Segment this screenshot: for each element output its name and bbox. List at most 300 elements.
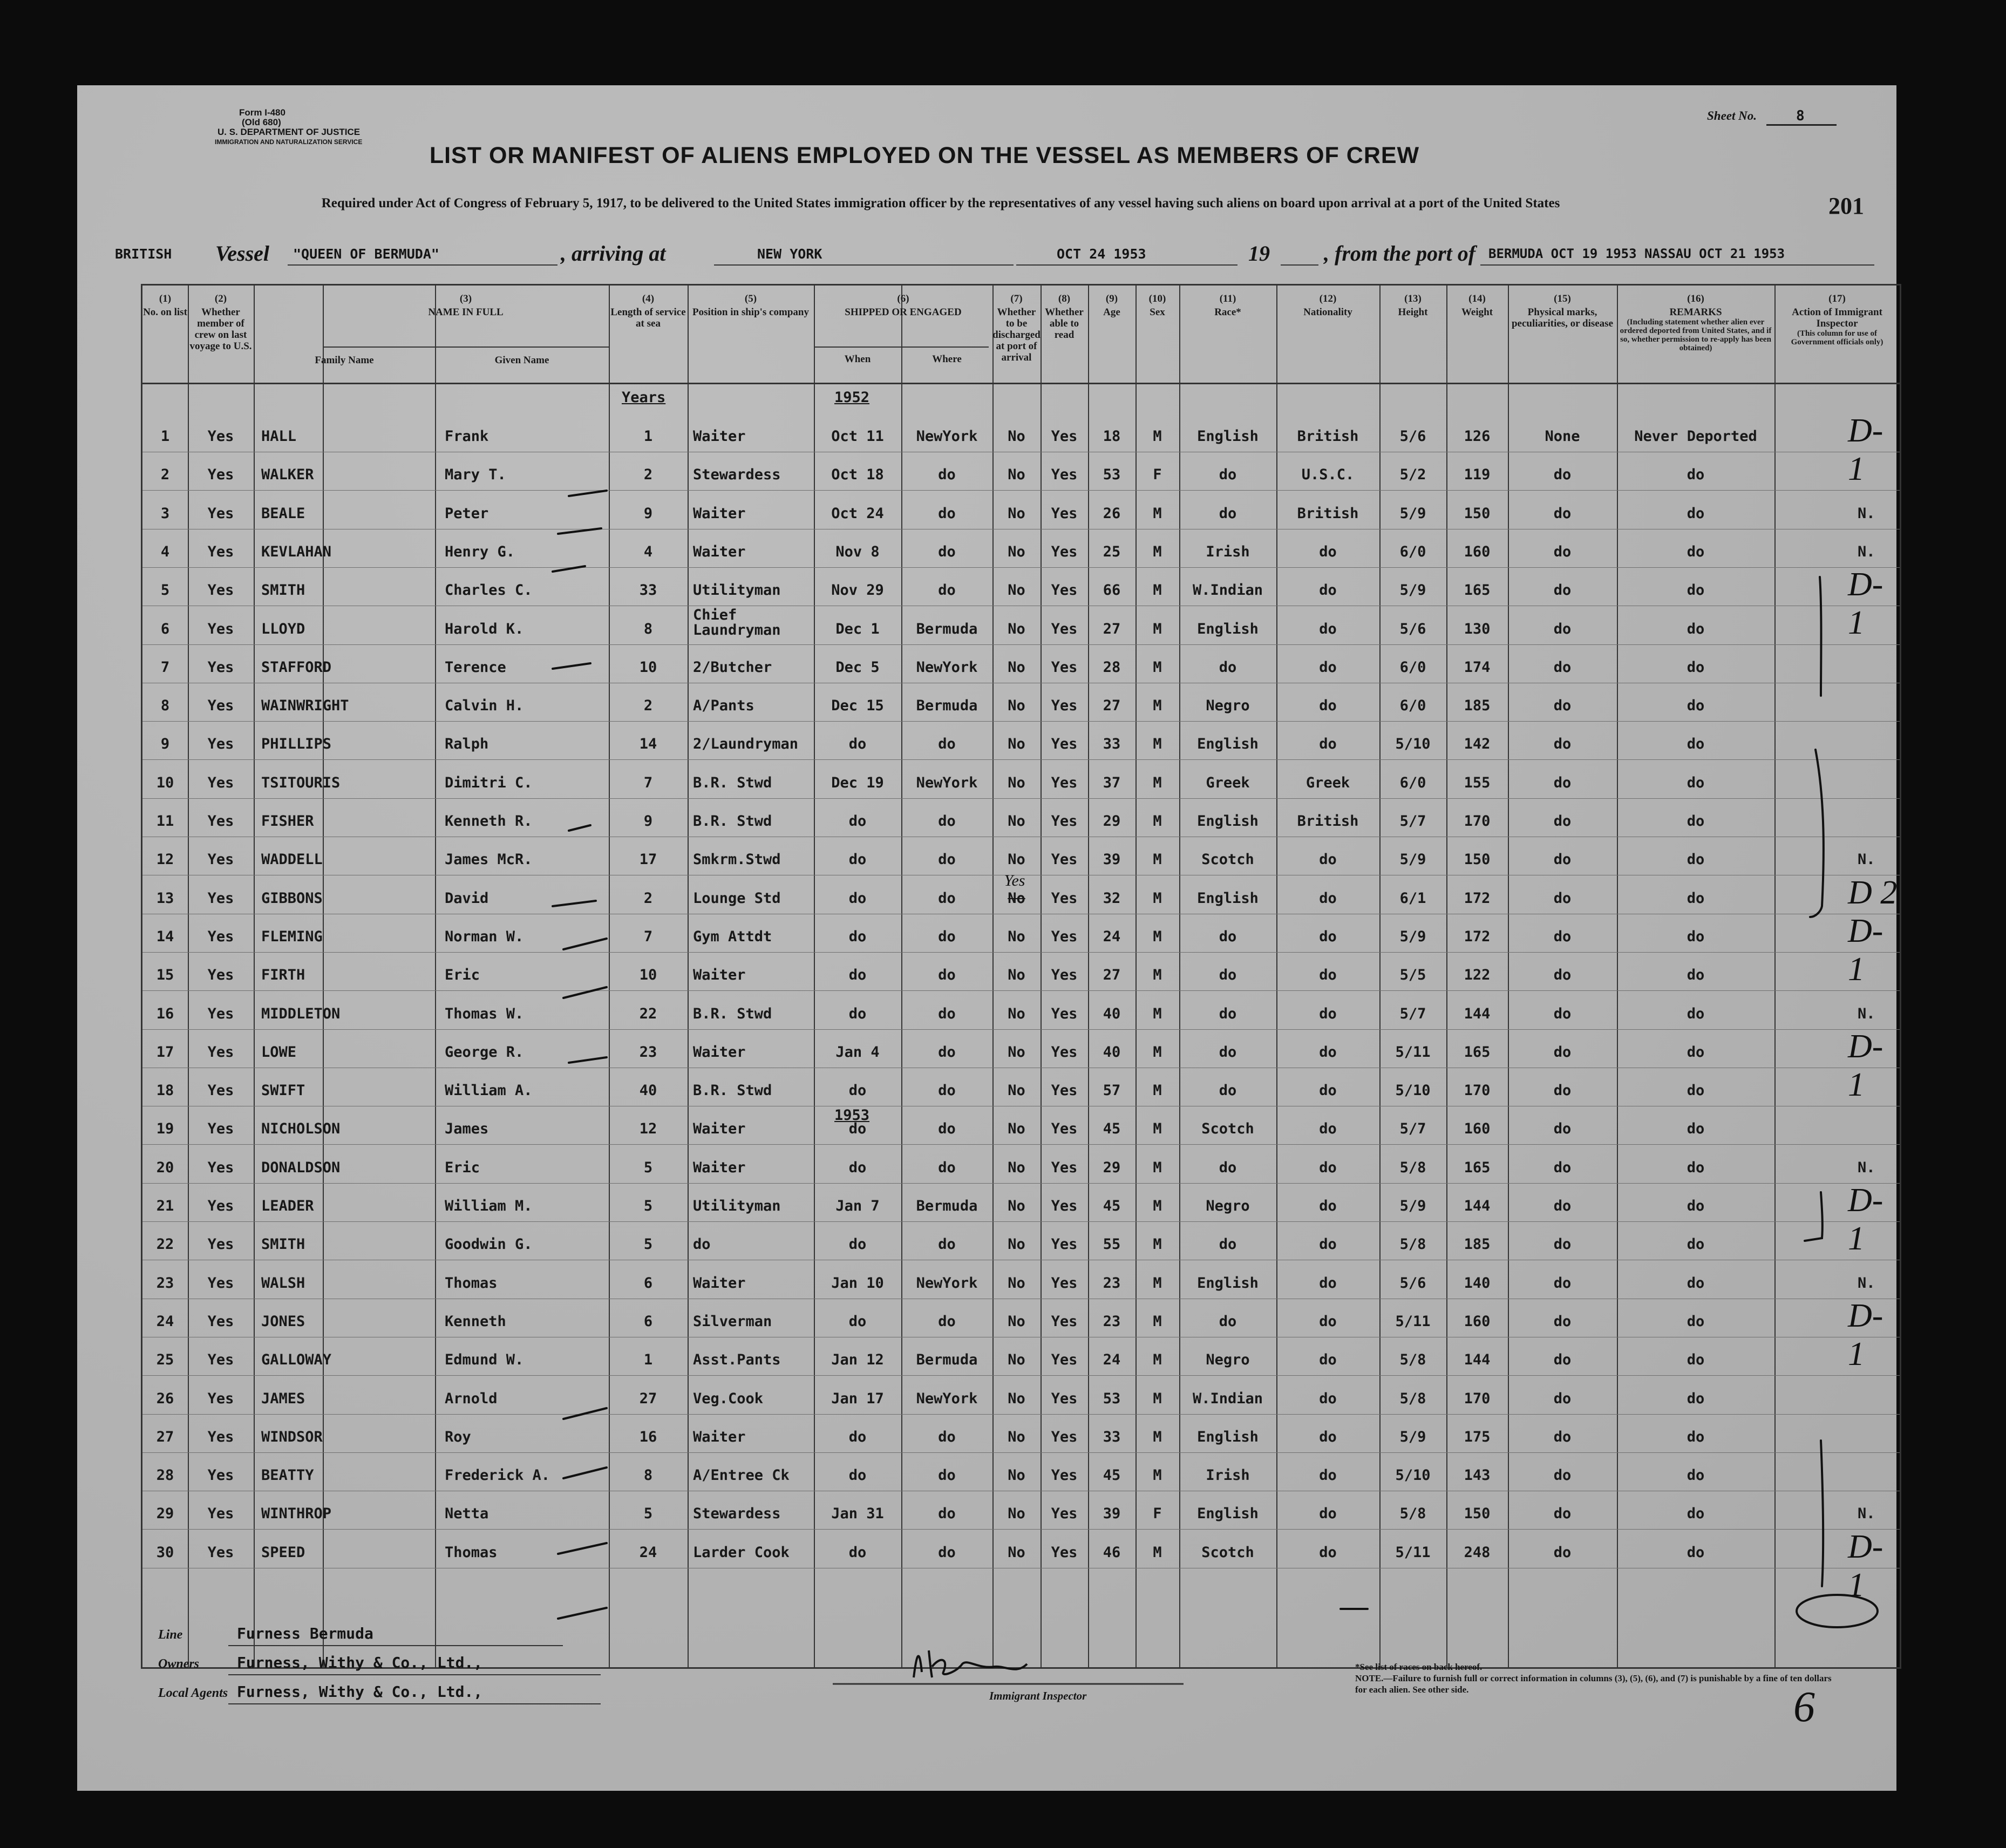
cell-where: NewYork [916, 774, 978, 791]
cell-disch: No [1008, 1544, 1025, 1561]
sheet-number: 8 [1796, 108, 1805, 124]
cell-read: Yes [1051, 851, 1078, 868]
cell-where: do [938, 1159, 956, 1176]
cell-read: Yes [1051, 428, 1078, 445]
cell-nat: do [1319, 736, 1337, 753]
cell-marks: do [1553, 813, 1572, 830]
cell-disch: No [1008, 1467, 1025, 1484]
cell-height: 5/8 [1399, 1390, 1426, 1407]
cell-family: WALSH [261, 1274, 305, 1292]
cell-remarks: do [1687, 697, 1705, 715]
cell-disch: No [1008, 1274, 1025, 1292]
cell-last: Yes [207, 543, 234, 560]
cell-no: 3 [160, 505, 170, 522]
cell-sex: M [1153, 582, 1162, 599]
cell-marks: do [1553, 1467, 1572, 1484]
cell-race: Scotch [1201, 851, 1254, 868]
cell-height: 5/8 [1399, 1351, 1426, 1369]
department-name: U. S. DEPARTMENT OF JUSTICE [217, 127, 361, 137]
cell-sex: M [1153, 1351, 1162, 1369]
cell-age: 29 [1103, 813, 1121, 830]
cell-given: Henry G. [445, 543, 515, 560]
cell-remarks: do [1687, 1428, 1705, 1445]
cell-sex: F [1153, 466, 1162, 484]
cell-age: 27 [1103, 620, 1121, 637]
cell-position: A/Entree Ck [693, 1467, 790, 1484]
cell-disch: No [1008, 774, 1025, 791]
cell-nat: do [1319, 1274, 1337, 1292]
cell-read: Yes [1051, 543, 1078, 560]
cell-position: Veg.Cook [693, 1390, 764, 1407]
cell-position: Waiter [693, 1428, 746, 1445]
cell-sex: M [1153, 851, 1162, 868]
cell-height: 5/8 [1399, 1236, 1426, 1253]
inspector-action: N. [1858, 1159, 1875, 1176]
cell-remarks: do [1687, 1544, 1705, 1561]
cell-last: Yes [207, 1159, 234, 1176]
year-1953: 1953 [834, 1107, 870, 1124]
cell-position: do [693, 1236, 711, 1253]
form-number: Form I-480 [239, 107, 285, 118]
cell-no: 28 [156, 1467, 174, 1484]
cell-last: Yes [207, 428, 234, 445]
cell-disch: No [1008, 1390, 1025, 1407]
cell-weight: 140 [1464, 1274, 1491, 1292]
cell-nat: U.S.C. [1301, 466, 1355, 484]
cell-no: 14 [156, 928, 174, 945]
cell-age: 27 [1103, 967, 1121, 984]
cell-weight: 150 [1464, 505, 1491, 522]
cell-read: Yes [1051, 1236, 1078, 1253]
line-label: Line [158, 1628, 183, 1642]
cell-age: 46 [1103, 1544, 1121, 1561]
cell-remarks: do [1687, 813, 1705, 830]
cell-read: Yes [1051, 1313, 1078, 1330]
cell-family: WALKER [261, 466, 314, 484]
cell-service: 5 [643, 1236, 653, 1253]
cell-marks: do [1553, 582, 1572, 599]
cell-family: SWIFT [261, 1082, 305, 1099]
cell-service: 10 [639, 658, 657, 676]
col-header-age: (9) Age [1103, 293, 1120, 318]
inspector-action: D-1 [1848, 412, 1883, 487]
cell-position: B.R. Stwd [693, 813, 772, 830]
cell-when: Jan 7 [835, 1198, 880, 1214]
cell-age: 40 [1103, 1005, 1121, 1022]
cell-family: WAINWRIGHT [261, 697, 349, 715]
cell-weight: 175 [1464, 1428, 1491, 1445]
cell-no: 27 [156, 1428, 174, 1445]
cell-position: Chief Laundryman [693, 606, 781, 638]
cell-disch: No [1008, 736, 1025, 753]
cell-no: 25 [156, 1351, 174, 1369]
col-header-sex: (10) Sex [1148, 293, 1166, 318]
cell-last: Yes [207, 1198, 234, 1214]
cell-weight: 122 [1464, 967, 1491, 984]
cell-age: 28 [1103, 658, 1121, 676]
cell-position: B.R. Stwd [693, 1082, 772, 1099]
cell-sex: M [1153, 928, 1162, 945]
cell-sex: M [1153, 1005, 1162, 1022]
cell-sex: M [1153, 889, 1162, 907]
cell-service: 9 [643, 505, 653, 522]
cell-sex: M [1153, 620, 1162, 637]
cell-marks: do [1553, 1159, 1572, 1176]
cell-no: 20 [156, 1159, 174, 1176]
col-header-action: (17) Action of Immigrant Inspector (This column for use of Government officials only) [1791, 293, 1883, 346]
line-value: Furness Bermuda [237, 1625, 373, 1642]
cell-disch: No [1008, 1236, 1025, 1253]
cell-last: Yes [207, 1505, 234, 1523]
sheet-underline [1766, 124, 1837, 126]
cell-read: Yes [1051, 505, 1078, 522]
cell-weight: 126 [1464, 428, 1491, 445]
cell-where: do [938, 1005, 956, 1022]
cell-given: Mary T. [445, 466, 506, 484]
cell-race: do [1219, 658, 1237, 676]
cell-family: SPEED [261, 1544, 305, 1561]
cell-no: 9 [160, 736, 170, 753]
inspector-action: D-1 [1848, 1528, 1883, 1604]
cell-height: 5/10 [1395, 1082, 1431, 1099]
cell-given: Norman W. [445, 928, 524, 945]
cell-family: FISHER [261, 813, 314, 830]
cell-family: SMITH [261, 1236, 305, 1253]
cell-when: Nov 8 [835, 543, 880, 560]
cell-height: 5/11 [1395, 1043, 1431, 1061]
cell-sex: M [1153, 736, 1162, 753]
cell-race: Greek [1206, 774, 1250, 791]
cell-position: Asst.Pants [693, 1351, 781, 1369]
cell-service: 23 [639, 1043, 657, 1061]
cell-marks: do [1553, 1505, 1572, 1523]
cell-height: 5/8 [1399, 1505, 1426, 1523]
corner-mark: 6 [1793, 1683, 1815, 1731]
cell-where: do [938, 967, 956, 984]
cell-disch: No [1008, 928, 1025, 945]
cell-when: Jan 12 [831, 1351, 884, 1369]
cell-last: Yes [207, 1236, 234, 1253]
cell-disch: No [1008, 543, 1025, 560]
cell-sex: M [1153, 658, 1162, 676]
cell-remarks: do [1687, 658, 1705, 676]
cell-height: 6/0 [1399, 697, 1426, 715]
cell-race: W.Indian [1192, 582, 1263, 599]
cell-race: do [1219, 466, 1237, 484]
years-label: Years [622, 389, 666, 406]
cell-family: JONES [261, 1313, 305, 1330]
cell-last: Yes [207, 1120, 234, 1138]
cell-remarks: do [1687, 1043, 1705, 1061]
cell-when: Oct 24 [831, 505, 884, 522]
cell-no: 19 [156, 1120, 174, 1138]
cell-family: TSITOURIS [261, 774, 341, 791]
cell-weight: 130 [1464, 620, 1491, 637]
cell-given: Thomas [445, 1274, 498, 1292]
cell-nat: do [1319, 1505, 1337, 1523]
cell-service: 5 [643, 1505, 653, 1523]
form-identifier [142, 108, 423, 147]
cell-read: Yes [1051, 1120, 1078, 1138]
col-header-nationality: (12) Nationality [1303, 293, 1352, 318]
cell-no: 30 [156, 1544, 174, 1561]
cell-weight: 165 [1464, 582, 1491, 599]
cell-marks: do [1553, 620, 1572, 637]
col-header-no: (1) No. on list [143, 293, 187, 318]
cell-service: 40 [639, 1082, 657, 1099]
cell-where: do [938, 1120, 956, 1138]
cell-marks: do [1553, 774, 1572, 791]
cell-family: MIDDLETON [261, 1005, 341, 1022]
cell-age: 57 [1103, 1082, 1121, 1099]
cell-service: 7 [643, 928, 653, 945]
cell-disch: No [1008, 1159, 1025, 1176]
cell-position: 2/Butcher [693, 658, 772, 676]
cell-read: Yes [1051, 1467, 1078, 1484]
cell-no: 6 [160, 620, 170, 637]
cell-given: Frederick A. [445, 1467, 550, 1484]
cell-no: 12 [156, 851, 174, 868]
cell-nat: do [1319, 1159, 1337, 1176]
inspector-action: D-1 [1848, 1297, 1883, 1373]
cell-no: 1 [160, 428, 170, 445]
cell-service: 14 [639, 736, 657, 753]
cell-where: do [938, 1313, 956, 1330]
cell-sex: M [1153, 967, 1162, 984]
cell-read: Yes [1051, 967, 1078, 984]
cell-read: Yes [1051, 736, 1078, 753]
cell-height: 5/7 [1399, 813, 1426, 830]
cell-last: Yes [207, 967, 234, 984]
year-label: 19 [1248, 241, 1270, 266]
cell-remarks: do [1687, 1082, 1705, 1099]
cell-given: Charles C. [445, 582, 533, 599]
cell-disch: No [1008, 466, 1025, 484]
cell-given: Thomas W. [445, 1005, 524, 1022]
col-header-remarks: (16) REMARKS (Including statement whether alien ever ordered deported from United States, and if so, whether permission to re-apply has been obtained) [1620, 293, 1772, 352]
cell-read: Yes [1051, 1351, 1078, 1369]
vessel-line [115, 241, 1874, 269]
service-name: IMMIGRATION AND NATURALIZATION SERVICE [215, 138, 363, 146]
cell-no: 11 [156, 813, 174, 830]
cell-service: 4 [643, 543, 653, 560]
cell-no: 13 [156, 889, 174, 907]
cell-race: Irish [1206, 543, 1250, 560]
cell-no: 15 [156, 967, 174, 984]
cell-marks: do [1553, 505, 1572, 522]
from-port-label: , from the port of [1324, 241, 1476, 266]
cell-race: English [1197, 736, 1259, 753]
cell-family: NICHOLSON [261, 1120, 341, 1138]
cell-when: Jan 17 [831, 1390, 884, 1407]
cell-marks: do [1553, 1313, 1572, 1330]
cell-where: do [938, 928, 956, 945]
cell-age: 25 [1103, 543, 1121, 560]
cell-read: Yes [1051, 1005, 1078, 1022]
cell-read: Yes [1051, 1043, 1078, 1061]
cell-marks: do [1553, 1043, 1572, 1061]
cell-nat: do [1319, 1082, 1337, 1099]
cell-weight: 170 [1464, 1082, 1491, 1099]
cell-height: 5/6 [1399, 1274, 1426, 1292]
cell-race: Scotch [1201, 1544, 1254, 1561]
cell-family: FLEMING [261, 928, 323, 945]
cell-age: 29 [1103, 1159, 1121, 1176]
cell-last: Yes [207, 736, 234, 753]
cell-disch: No [1008, 1505, 1025, 1523]
cell-remarks: do [1687, 620, 1705, 637]
cell-where: do [938, 1428, 956, 1445]
inspector-action: N. [1858, 851, 1875, 868]
cell-read: Yes [1051, 697, 1078, 715]
cell-service: 1 [643, 428, 653, 445]
cell-race: do [1219, 1043, 1237, 1061]
cell-nat: do [1319, 1390, 1337, 1407]
cell-where: NewYork [916, 1390, 978, 1407]
col-header-last-voyage: (2) Whether member of crew on last voyage to U.S. [189, 293, 252, 352]
cell-height: 6/0 [1399, 543, 1426, 560]
cell-nat: do [1319, 889, 1337, 907]
cell-given: Eric [445, 1159, 480, 1176]
cell-when: Jan 4 [835, 1043, 880, 1061]
inspector-action: D-1 [1848, 1182, 1883, 1257]
cell-remarks: do [1687, 505, 1705, 522]
inspector-action: D-1 [1848, 566, 1883, 642]
cell-nat: do [1319, 620, 1337, 637]
cell-weight: 160 [1464, 1313, 1491, 1330]
cell-disch: No [1008, 428, 1025, 445]
cell-sex: F [1153, 1505, 1162, 1523]
cell-height: 6/0 [1399, 658, 1426, 676]
cell-race: do [1219, 928, 1237, 945]
cell-weight: 144 [1464, 1005, 1491, 1022]
cell-nat: do [1319, 1236, 1337, 1253]
cell-no: 23 [156, 1274, 174, 1292]
cell-sex: M [1153, 1313, 1162, 1330]
cell-family: SMITH [261, 582, 305, 599]
col-header-family-name: Family Name [315, 355, 374, 366]
cell-when: do [848, 1005, 867, 1022]
cell-read: Yes [1051, 620, 1078, 637]
cell-weight: 160 [1464, 543, 1491, 560]
cell-no: 4 [160, 543, 170, 560]
cell-read: Yes [1051, 658, 1078, 676]
cell-no: 17 [156, 1043, 174, 1061]
cell-height: 5/9 [1399, 1198, 1426, 1214]
cell-height: 5/7 [1399, 1005, 1426, 1022]
cell-nat: do [1319, 1313, 1337, 1330]
cell-age: 45 [1103, 1198, 1121, 1214]
form-old-number: (Old 680) [242, 117, 281, 127]
cell-where: do [938, 582, 956, 599]
cell-position: Waiter [693, 505, 746, 522]
cell-sex: M [1153, 1274, 1162, 1292]
cell-remarks: do [1687, 851, 1705, 868]
cell-last: Yes [207, 582, 234, 599]
cell-service: 17 [639, 851, 657, 868]
cell-given: James [445, 1120, 489, 1138]
cell-sex: M [1153, 1467, 1162, 1484]
cell-position: Gym Attdt [693, 928, 772, 945]
cell-when: Jan 10 [831, 1274, 884, 1292]
cell-where: do [938, 543, 956, 560]
cell-nat: British [1297, 813, 1359, 830]
cell-family: WINDSOR [261, 1428, 323, 1445]
cell-remarks: do [1687, 1505, 1705, 1523]
cell-position: Silverman [693, 1313, 772, 1330]
cell-given: Eric [445, 967, 480, 984]
cell-service: 6 [643, 1313, 653, 1330]
cell-weight: 174 [1464, 658, 1491, 676]
manifest-sheet [77, 85, 1896, 1791]
cell-weight: 172 [1464, 928, 1491, 945]
cell-age: 23 [1103, 1313, 1121, 1330]
inspector-action: D 2 [1848, 874, 1898, 911]
cell-disch: No [1008, 582, 1025, 599]
cell-last: Yes [207, 774, 234, 791]
col-header-name: (3) NAME IN FULL [428, 293, 504, 318]
cell-sex: M [1153, 428, 1162, 445]
cell-where: Bermuda [916, 620, 978, 637]
cell-disch: No [1008, 620, 1025, 637]
cell-marks: do [1553, 466, 1572, 484]
inspector-action: D-1 [1848, 912, 1883, 988]
year-1952: 1952 [834, 389, 870, 406]
cell-family: BEATTY [261, 1467, 314, 1484]
cell-disch: No [1008, 1198, 1025, 1214]
cell-no: 8 [160, 697, 170, 715]
cell-when: Dec 15 [831, 697, 884, 715]
cell-position: Smkrm.Stwd [693, 851, 781, 868]
cell-when: do [848, 1082, 867, 1099]
cell-position: Waiter [693, 1274, 746, 1292]
cell-last: Yes [207, 1082, 234, 1099]
cell-when: do [848, 1236, 867, 1253]
cell-family: KEVLAHAN [261, 543, 332, 560]
cell-when: do [848, 889, 867, 907]
cell-age: 18 [1103, 428, 1121, 445]
col-header-weight: (14) Weight [1461, 293, 1493, 318]
cell-where: do [938, 889, 956, 907]
cell-given: William A. [445, 1082, 533, 1099]
cell-when: do [848, 967, 867, 984]
cell-race: W.Indian [1192, 1390, 1263, 1407]
cell-where: NewYork [916, 1274, 978, 1292]
cell-weight: 185 [1464, 697, 1491, 715]
cell-last: Yes [207, 466, 234, 484]
cell-nat: do [1319, 851, 1337, 868]
cell-family: PHILLIPS [261, 736, 332, 753]
cell-weight: 155 [1464, 774, 1491, 791]
col-header-where: Where [932, 354, 962, 365]
cell-remarks: do [1687, 1351, 1705, 1369]
cell-nat: do [1319, 1544, 1337, 1561]
cell-last: Yes [207, 889, 234, 907]
cell-family: WADDELL [261, 851, 323, 868]
cell-service: 5 [643, 1198, 653, 1214]
cell-height: 5/9 [1399, 582, 1426, 599]
cell-family: BEALE [261, 505, 305, 522]
cell-disch: No [1008, 658, 1025, 676]
cell-race: do [1219, 967, 1237, 984]
cell-position: B.R. Stwd [693, 1005, 772, 1022]
cell-race: English [1197, 813, 1259, 830]
cell-when: do [848, 813, 867, 830]
cell-nat: do [1319, 967, 1337, 984]
cell-position: Waiter [693, 967, 746, 984]
cell-race: English [1197, 1505, 1259, 1523]
col-header-given-name: Given Name [494, 355, 549, 366]
